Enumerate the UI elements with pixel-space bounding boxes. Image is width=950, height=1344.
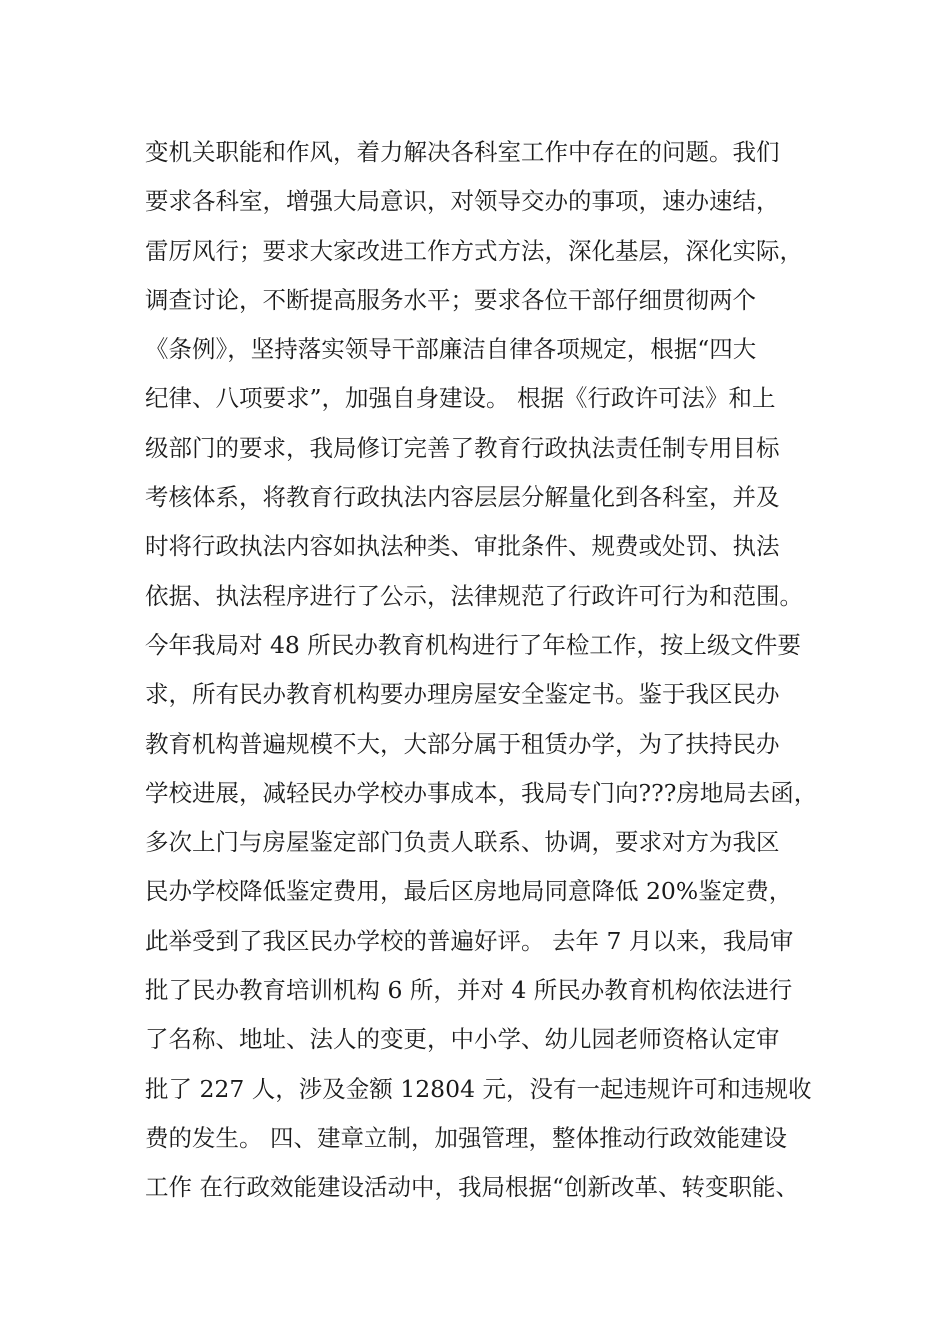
text-line: 依据、执法程序进行了公示，法律规范了行政许可行为和范围。: [145, 581, 803, 610]
text-line: 求，所有民办教育机构要办理房屋安全鉴定书。鉴于我区民办: [145, 680, 780, 709]
text-line: 《条例》，坚持落实领导干部廉洁自律各项规定，根据“四大: [145, 335, 757, 364]
text-line: 民办学校降低鉴定费用，最后区房地局同意降低 20%鉴定费，: [145, 877, 793, 906]
text-line: 调查讨论，不断提高服务水平；要求各位干部仔细贯彻两个: [145, 285, 756, 314]
text-line: 级部门的要求，我局修订完善了教育行政执法责任制专用目标: [145, 433, 780, 462]
text-line: 今年我局对 48 所民办教育机构进行了年检工作，按上级文件要: [145, 630, 801, 659]
text-line: 考核体系，将教育行政执法内容层层分解量化到各科室，并及: [145, 483, 780, 512]
text-line: 多次上门与房屋鉴定部门负责人联系、协调，要求对方为我区: [145, 828, 780, 857]
text-line: 要求各科室，增强大局意识，对领导交办的事项，速办速结，: [145, 187, 780, 216]
text-line: 雷厉风行；要求大家改进工作方式方法，深化基层，深化实际，: [145, 236, 803, 265]
text-line: 纪律、八项要求”，加强自身建设。 根据《行政许可法》和上: [145, 384, 776, 413]
text-line: 学校进展，减轻民办学校办事成本，我局专门向???房地局去函，: [145, 778, 818, 807]
text-line: 费的发生。 四、建章立制，加强管理，整体推动行政效能建设: [145, 1123, 787, 1152]
text-line: 教育机构普遍规模不大，大部分属于租赁办学，为了扶持民办: [145, 729, 780, 758]
text-line: 变机关职能和作风，着力解决各科室工作中存在的问题。我们: [145, 138, 780, 166]
text-line: 批了民办教育培训机构 6 所，并对 4 所民办教育机构依法进行: [145, 976, 793, 1005]
text-line: 了名称、地址、法人的变更，中小学、幼儿园老师资格认定审: [145, 1025, 780, 1054]
body-text: [145, 128, 835, 1213]
text-line: 批了 227 人，涉及金额 12804 元，没有一起违规许可和违规收: [145, 1074, 812, 1103]
text-line: 此举受到了我区民办学校的普遍好评。 去年 7 月以来，我局审: [145, 926, 794, 955]
text-line: 工作 在行政效能建设活动中，我局根据“创新改革、转变职能、: [145, 1173, 799, 1202]
text-line: 时将行政执法内容如执法种类、审批条件、规费或处罚、执法: [145, 532, 780, 561]
